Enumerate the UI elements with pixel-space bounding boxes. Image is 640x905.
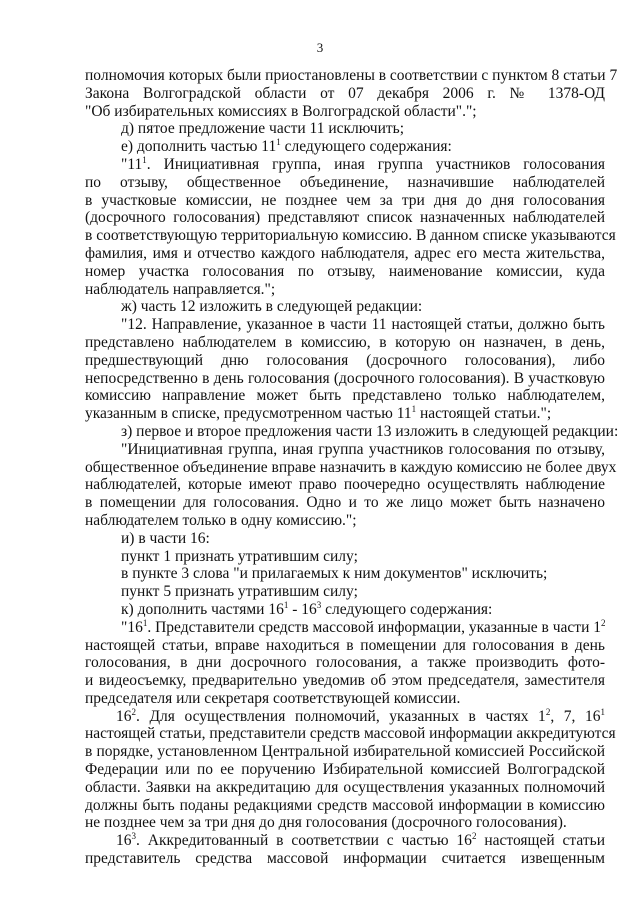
- text-line: [85, 512, 605, 530]
- text-line-content: [121, 138, 452, 155]
- text-line-content: [85, 637, 605, 654]
- text-line: [85, 103, 605, 121]
- text-line-content: [85, 387, 605, 404]
- text-run: области. Заявки на аккредитацию для осуществления указанных полномочий: [85, 778, 605, 796]
- text-run: пункт 1 признать утратившим силу;: [121, 547, 358, 565]
- text-line: [85, 725, 616, 743]
- text-run: полномочия которых были приостановлены в соответствии с пунктом 8 статьи 7: [85, 67, 618, 84]
- text-run: наблюдателем только в одну комиссию.";: [85, 511, 357, 529]
- superscript: 3: [131, 831, 136, 842]
- text-run: "16: [121, 618, 143, 636]
- text-run: "Об избирательных комиссиях в Волгоградской области".";: [85, 102, 477, 120]
- superscript: 1: [276, 137, 281, 148]
- text-line: [85, 743, 605, 761]
- text-line-content: [116, 832, 605, 849]
- text-run: настоящей статьи, вправе находиться в помещении для голосования в день: [85, 636, 605, 654]
- text-line-content: [85, 263, 605, 280]
- text-line-content: [85, 281, 275, 298]
- text-run: "12. Направление, указанное в части 11 настоящей статьи, должно быть: [121, 316, 605, 334]
- text-line: [85, 565, 605, 583]
- text-line: [85, 672, 605, 690]
- text-run: представитель средства массовой информации считается извещенным: [85, 850, 605, 868]
- text-run: Закона Волгоградской области от 07 декабря 2006 г. № 1378-ОД: [85, 84, 605, 102]
- text-line: [85, 192, 605, 210]
- text-line: [85, 850, 605, 868]
- text-run: в участковые комиссии, не позднее чем за три дня до дня голосования: [85, 191, 605, 209]
- text-line: [85, 458, 617, 477]
- text-run: комиссию направление может быть представлено только наблюдателем,: [85, 387, 605, 405]
- text-run: з) первое и второе предложения части 13 изложить в следующей редакции:: [121, 422, 619, 440]
- text-line: [85, 245, 605, 263]
- superscript: 2: [131, 706, 136, 717]
- text-line: [85, 422, 619, 441]
- text-run: настоящей статьи.";: [416, 405, 552, 423]
- text-line-content: [85, 370, 605, 387]
- text-run: (досрочного голосования) представляют список назначенных наблюдателей: [85, 209, 605, 227]
- text-line: [85, 120, 605, 138]
- text-line-content: [121, 583, 358, 600]
- text-run: наблюдателей, которые имеют право поочередно осуществлять наблюдение: [85, 476, 605, 494]
- text-line: [85, 387, 605, 405]
- text-line-content: [85, 850, 605, 867]
- text-line: [85, 281, 605, 299]
- text-line-content: [121, 423, 618, 440]
- text-line-content: [121, 565, 547, 582]
- text-run: номер участка голосования по отзыву, наименование комиссии, куда: [85, 262, 605, 280]
- text-line-content: [85, 761, 605, 778]
- text-run: . Для осуществления полномочий, указанных в частях 1: [136, 707, 546, 725]
- text-line: [85, 405, 605, 423]
- superscript: 1: [142, 617, 148, 628]
- text-line: [85, 797, 605, 815]
- text-line: [85, 156, 605, 174]
- text-run: . Инициативная группа, иная группа участников голосования: [146, 155, 605, 173]
- text-line: [85, 370, 605, 388]
- text-line: [85, 548, 605, 566]
- text-line: [85, 209, 605, 227]
- text-run: , 7, 16: [550, 707, 601, 725]
- text-line-content: [85, 476, 605, 493]
- text-run: и видеосъемку, предварительно уведомив об этом председателя, заместителя: [85, 672, 605, 690]
- text-line-content: [85, 352, 605, 369]
- text-run: председателя или секретаря соответствующей комиссии.: [85, 689, 461, 707]
- text-line-content: [121, 156, 605, 173]
- text-line: [85, 619, 605, 637]
- text-line-content: [85, 494, 605, 511]
- text-line-content: [85, 174, 605, 191]
- text-line: [85, 227, 616, 245]
- document-body: [85, 67, 619, 868]
- text-run: настоящей статьи, представители средств массовой информации аккредитуются: [85, 725, 616, 743]
- text-run: "11: [121, 155, 143, 173]
- text-run: должны быть поданы редакциями средств массовой информации в комиссию: [85, 796, 605, 814]
- text-line: [85, 583, 605, 601]
- text-line-content: [121, 120, 404, 137]
- text-run: и) в части 16:: [121, 529, 210, 547]
- text-run: в помещении для голосования. Одно и то же лицо может быть назначено: [85, 494, 605, 512]
- superscript: 2: [545, 706, 551, 717]
- text-run: к) дополнить частями 16: [121, 600, 284, 618]
- text-line-content: [85, 67, 617, 84]
- text-run: Федерации или по ее поручению Избирательной комиссией Волгоградской: [85, 761, 605, 779]
- text-line-content: [85, 814, 567, 831]
- text-line-content: [85, 725, 616, 742]
- text-run: следующего содержания:: [280, 138, 452, 156]
- text-line: [85, 441, 605, 459]
- text-line-content: [121, 441, 605, 458]
- text-line-content: [121, 548, 358, 565]
- text-line-content: [85, 405, 551, 422]
- text-line: [85, 174, 605, 192]
- text-run: 16: [116, 832, 132, 850]
- text-run: в соответствующую территориальную комиссию. В данном списке указываются: [85, 227, 616, 245]
- text-run: следующего содержания:: [321, 600, 493, 618]
- text-run: "Инициативная группа, иная группа участников голосования по отзыву,: [121, 440, 605, 458]
- text-line: [85, 138, 605, 156]
- superscript: 3: [316, 599, 322, 610]
- text-run: . Представители средств массовой информации, указанные в части 1: [147, 618, 601, 636]
- text-run: наблюдатель направляется.";: [85, 280, 276, 298]
- text-line-content: [85, 209, 605, 226]
- text-line: [85, 334, 605, 352]
- text-line-content: [85, 512, 357, 529]
- text-run: фамилия, имя и отчество каждого наблюдателя, адрес его места жительства,: [85, 244, 605, 262]
- text-line-content: [85, 103, 477, 120]
- text-run: общественное объединение вправе назначить в каждую комиссию не более двух: [85, 458, 617, 476]
- text-line: [85, 263, 605, 281]
- text-line: [85, 85, 605, 103]
- text-line-content: [121, 530, 210, 547]
- text-line-content: [121, 619, 605, 636]
- text-line: [85, 352, 605, 370]
- text-run: е) дополнить частью 11: [121, 138, 277, 156]
- text-line-content: [85, 334, 605, 351]
- text-line-content: [116, 708, 605, 725]
- text-line-content: [85, 85, 605, 102]
- superscript: 1: [600, 706, 605, 717]
- text-run: д) пятое предложение части 11 исключить;: [121, 120, 405, 138]
- text-run: пункт 5 признать утратившим силу;: [121, 583, 358, 601]
- text-run: представлено наблюдателем в комиссию, в которую он назначен, в день,: [85, 333, 605, 351]
- text-line: [85, 67, 618, 85]
- text-line: [85, 494, 605, 512]
- text-line: [85, 476, 605, 494]
- superscript: 2: [600, 617, 606, 628]
- text-line: [85, 779, 605, 797]
- text-line: [85, 690, 605, 708]
- text-run: указанным в списке, предусмотренном частью 11: [85, 405, 412, 423]
- text-run: голосования, в дни досрочного голосования, а также производить фото-: [85, 654, 605, 672]
- text-line: [85, 316, 605, 334]
- text-line-content: [85, 797, 605, 814]
- text-run: непосредственно в день голосования (досрочного голосования). В участковую: [85, 369, 605, 387]
- text-line: [85, 708, 605, 726]
- text-run: настоящей статьи: [476, 832, 605, 850]
- text-line-content: [85, 459, 616, 476]
- superscript: 1: [283, 599, 289, 610]
- text-run: в порядке, установленном Центральной избирательной комиссией Российской: [85, 743, 605, 761]
- text-line-content: [85, 227, 616, 244]
- text-line: [85, 530, 605, 548]
- superscript: 2: [471, 831, 477, 842]
- text-line-content: [85, 245, 605, 262]
- text-run: не позднее чем за три дня до дня голосования (досрочного голосования).: [85, 814, 567, 832]
- text-run: - 16: [288, 600, 317, 618]
- text-line: [85, 761, 605, 779]
- text-run: ж) часть 12 изложить в следующей редакции:: [121, 298, 423, 316]
- text-line-content: [121, 316, 605, 333]
- text-line: [85, 298, 605, 316]
- text-line: [85, 832, 605, 850]
- text-line-content: [121, 298, 422, 315]
- text-line-content: [85, 672, 605, 689]
- text-line: [85, 814, 605, 832]
- text-run: по отзыву, общественное объединение, назначившие наблюдателей: [85, 173, 605, 191]
- superscript: 1: [142, 154, 147, 165]
- text-run: в пункте 3 слова "и прилагаемых к ним документов" исключить;: [121, 565, 548, 583]
- text-run: . Аккредитованный в соответствии с частью 16: [136, 832, 472, 850]
- text-line: [85, 601, 605, 619]
- text-line: [85, 637, 605, 655]
- text-line-content: [85, 192, 605, 209]
- text-line-content: [85, 779, 605, 796]
- page-number: 3: [316, 40, 324, 55]
- text-run: предшествующий дню голосования (досрочного голосования), либо: [85, 351, 605, 369]
- superscript: 1: [411, 404, 417, 415]
- text-line: [85, 654, 605, 672]
- text-run: 16: [116, 707, 132, 725]
- text-line-content: [121, 601, 492, 618]
- text-line-content: [85, 690, 460, 707]
- text-line-content: [85, 654, 605, 671]
- text-line-content: [85, 743, 605, 760]
